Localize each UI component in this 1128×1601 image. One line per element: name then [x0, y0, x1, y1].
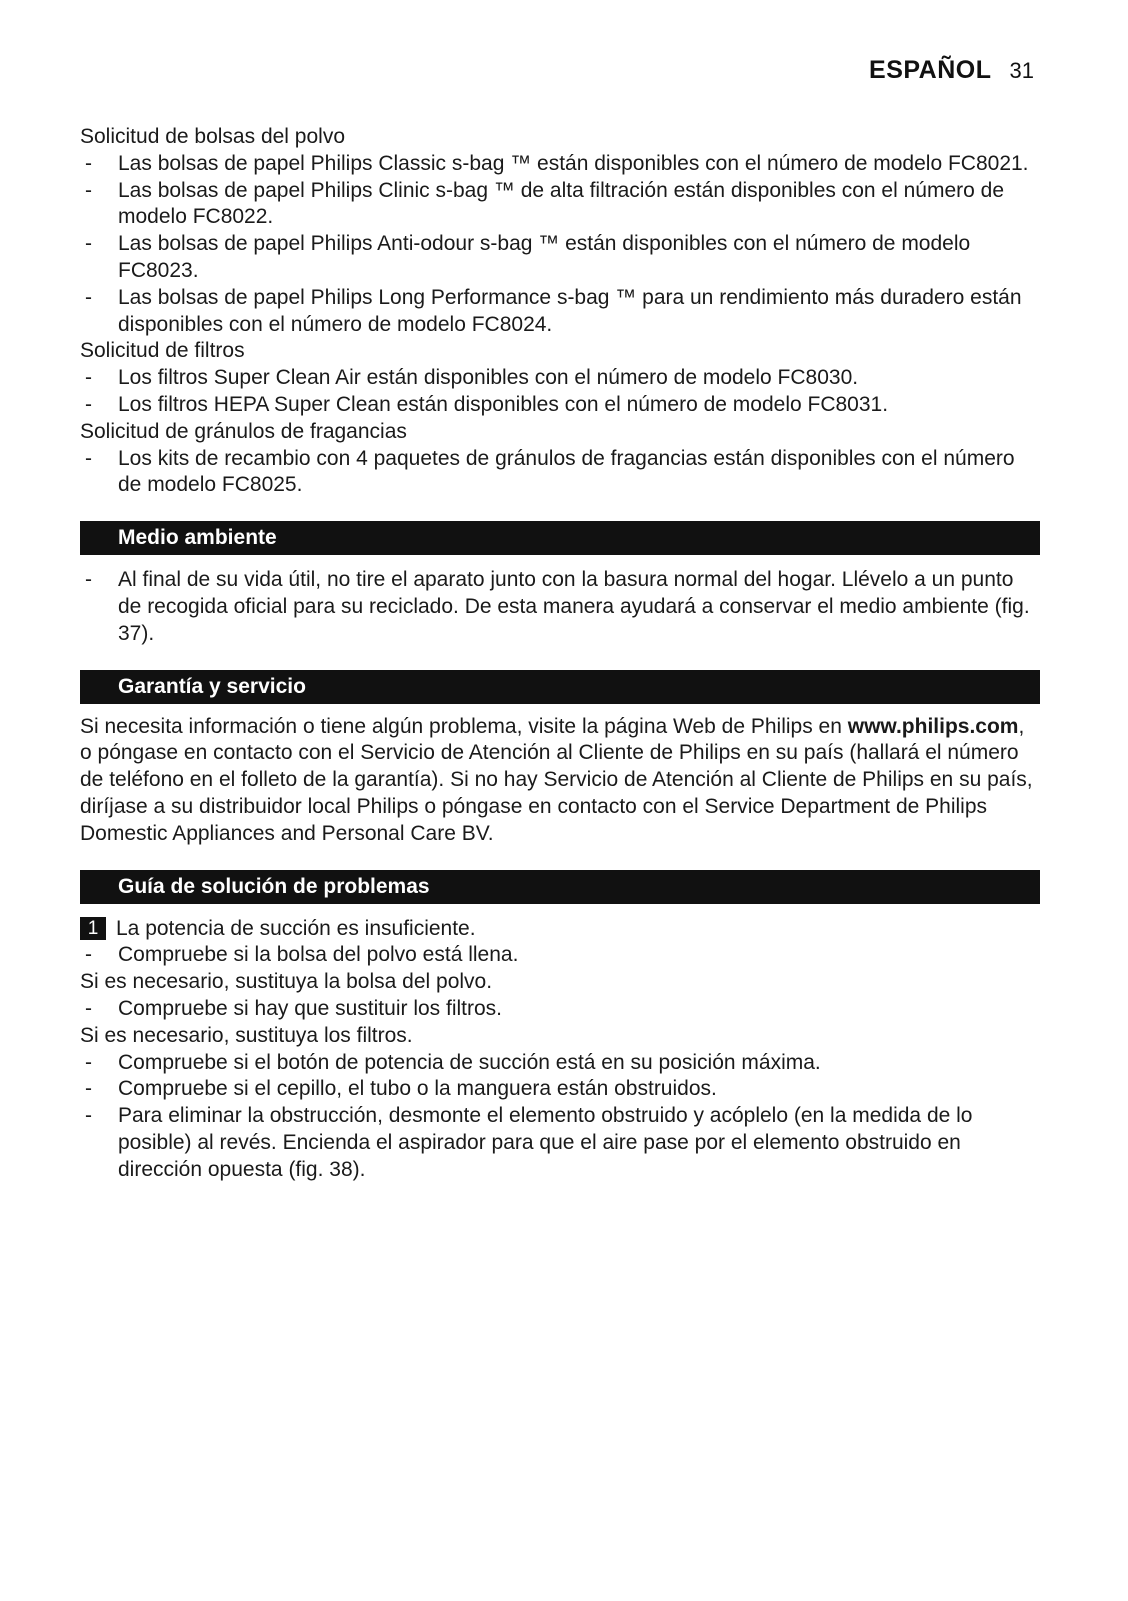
- page-content: [80, 124, 1038, 1184]
- step-title: La potencia de succión es insuficiente.: [116, 916, 476, 940]
- section-heading-environment: Medio ambiente: [80, 521, 1040, 555]
- philips-website-link[interactable]: www.philips.com: [847, 714, 1019, 738]
- list-dash: -: [85, 285, 92, 309]
- list-item: [80, 942, 1038, 969]
- list-item: [80, 285, 1038, 339]
- list-item: [80, 567, 1038, 647]
- fragrance-title: Solicitud de gránulos de fragancias: [80, 419, 407, 443]
- section-heading-troubleshooting: Guía de solución de problemas: [80, 870, 1040, 904]
- list-item: [80, 365, 1038, 392]
- list-dash: -: [85, 446, 92, 470]
- list-item: [80, 446, 1038, 500]
- list-item-text: Las bolsas de papel Philips Long Performance s-bag ™ para un rendimiento más duradero están disponibles con el número de modelo FC8024.: [118, 285, 1022, 336]
- step-number-badge: 1: [80, 917, 106, 940]
- list-item: [80, 178, 1038, 232]
- list-item-text: Las bolsas de papel Philips Classic s-bag ™ están disponibles con el número de modelo FC8021.: [118, 151, 1029, 175]
- list-item: [80, 151, 1038, 178]
- section-heading-guarantee: Garantía y servicio: [80, 670, 1040, 704]
- list-item: [80, 996, 1038, 1023]
- filters-title: Solicitud de filtros: [80, 339, 245, 363]
- guarantee-text-start: Si necesita información o tiene algún problema, visite la página Web de Philips en: [80, 714, 848, 738]
- dustbags-title: Solicitud de bolsas del polvo: [80, 125, 346, 148]
- list-item-text: Las bolsas de papel Philips Clinic s-bag ™ de alta filtración están disponibles con el número de modelo FC8022.: [118, 178, 1005, 229]
- list-dash: -: [85, 1104, 92, 1128]
- list-dash: -: [85, 568, 92, 592]
- list-dash: -: [85, 943, 92, 967]
- list-item-text: Compruebe si el cepillo, el tubo o la manguera están obstruidos.: [118, 1077, 717, 1101]
- list-item: [80, 1076, 1038, 1103]
- list-dash: -: [85, 366, 92, 390]
- list-dash: -: [85, 178, 92, 202]
- list-item: [80, 392, 1038, 419]
- list-item-text: Las bolsas de papel Philips Anti-odour s-bag ™ están disponibles con el número de modelo FC8023.: [118, 232, 971, 282]
- page-number: 31: [1009, 58, 1034, 83]
- list-dash: -: [85, 232, 92, 256]
- guarantee-paragraph: [80, 714, 1038, 848]
- solution-note: Si es necesario, sustituya los filtros.: [80, 1023, 413, 1047]
- guarantee-text-end: , o póngase en contacto con el Servicio de Atención al Cliente de Philips en su país (hallará el número de teléfono en el folleto de la garantía). Si no hay Servicio de Atención al Cliente de Philips en su país, diríjase a su distribuidor local Philips o póngase en contacto con el Service Department de Philips Domestic Appliances and Personal Care BV.: [80, 714, 1033, 845]
- solution-note: Si es necesario, sustituya la bolsa del polvo.: [80, 970, 493, 994]
- list-item: [80, 1103, 1038, 1183]
- list-item-text: Para eliminar la obstrucción, desmonte el elemento obstruido y acóplelo (en la medida de lo posible) al revés. Encienda el aspirador para que el aire pase por el elemento obstruido en dirección opuesta (fig. 38).: [118, 1104, 973, 1181]
- list-item-text: Los filtros HEPA Super Clean están disponibles con el número de modelo FC8031.: [118, 392, 889, 416]
- list-item-text: Los kits de recambio con 4 paquetes de gránulos de fragancias están disponibles con el número de modelo FC8025.: [118, 446, 1015, 497]
- list-dash: -: [85, 1050, 92, 1074]
- list-dash: -: [85, 1077, 92, 1101]
- list-item-text: Compruebe si el botón de potencia de succión está en su posición máxima.: [118, 1050, 821, 1074]
- list-dash: -: [85, 392, 92, 416]
- list-item-text: Compruebe si la bolsa del polvo está llena.: [118, 943, 519, 967]
- list-item: [80, 1050, 1038, 1077]
- list-item-text: Al final de su vida útil, no tire el aparato junto con la basura normal del hogar. Llévelo a un punto de recogida oficial para su reciclado. De esta manera ayudará a conservar el medio ambiente (fig. 37).: [118, 568, 1030, 645]
- list-item: [80, 231, 1038, 285]
- list-dash: -: [85, 151, 92, 175]
- list-item-text: Compruebe si hay que sustituir los filtros.: [118, 996, 502, 1020]
- troubleshooting-step: [80, 916, 1038, 943]
- language-label: ESPAÑOL: [869, 56, 992, 84]
- list-dash: -: [85, 996, 92, 1020]
- list-item-text: Los filtros Super Clean Air están disponibles con el número de modelo FC8030.: [118, 366, 859, 390]
- page-header: [869, 56, 1034, 85]
